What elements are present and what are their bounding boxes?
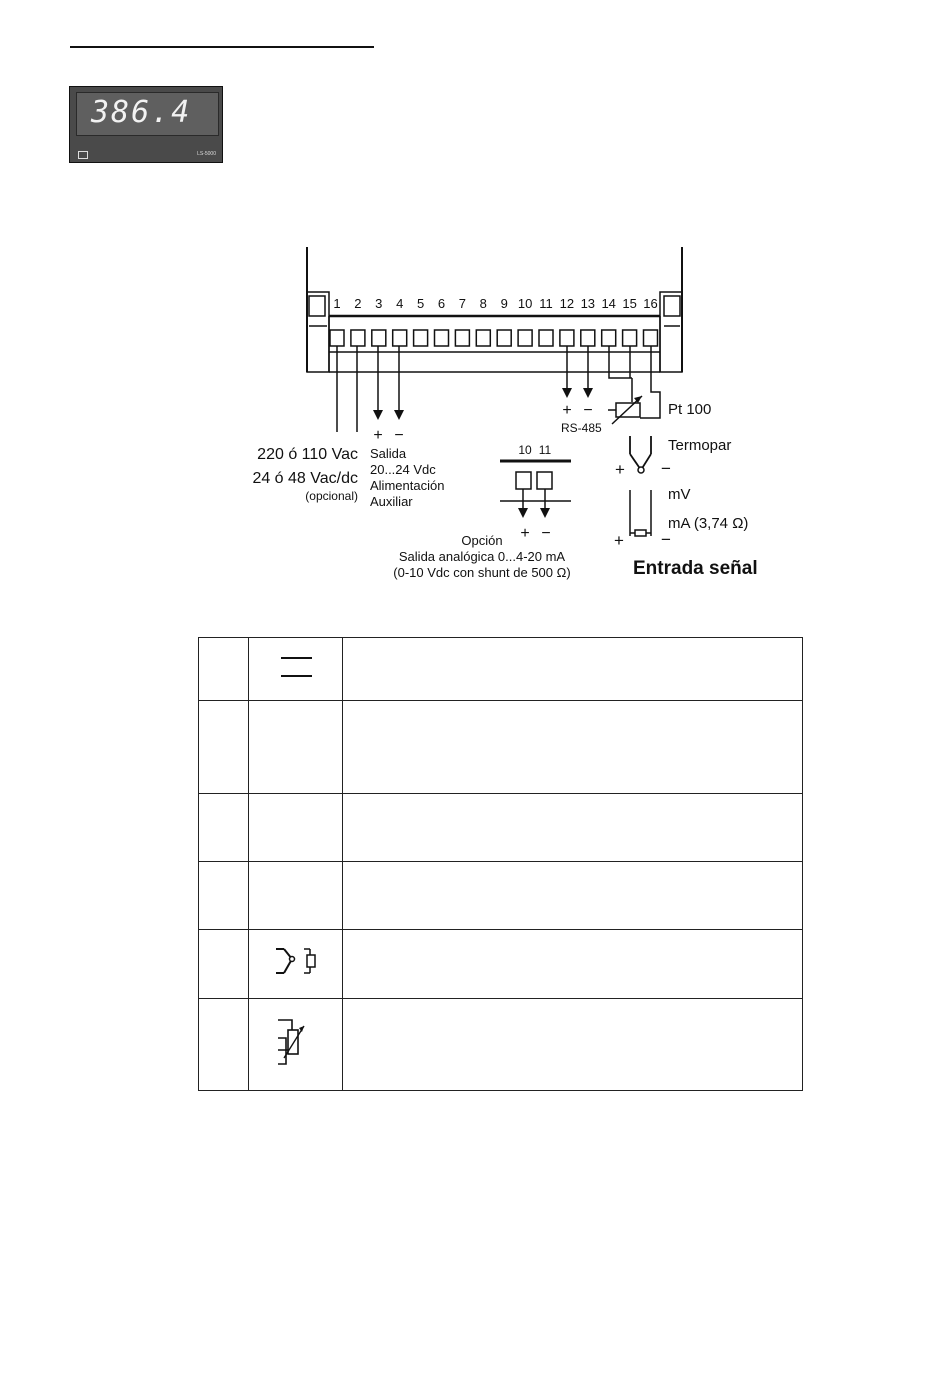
terminal-number: 12 <box>559 296 575 311</box>
supply-note: (opcional) <box>305 489 358 503</box>
table-cell <box>343 701 803 794</box>
pt100-wiring <box>609 346 660 424</box>
table-row <box>199 999 803 1091</box>
terminal-screw <box>414 330 428 346</box>
termopar-plus: + <box>615 460 625 479</box>
terminal-row <box>330 296 658 346</box>
arrow-down-icon <box>540 508 550 518</box>
table-cell <box>199 930 249 999</box>
terminal-screw <box>372 330 386 346</box>
terminal-number: 3 <box>375 296 383 311</box>
arrow-down-icon <box>394 410 404 420</box>
terminal-number: 9 <box>500 296 508 311</box>
supply-wires <box>337 346 357 432</box>
aux-label-3: Alimentación <box>370 478 445 493</box>
terminal-number: 14 <box>601 296 616 311</box>
thermocouple-junction-icon <box>638 467 644 473</box>
terminal-screw <box>393 330 407 346</box>
ma-label: mA (3,74 Ω) <box>668 515 749 532</box>
aux-plus: + <box>373 427 383 444</box>
table-row <box>199 701 803 794</box>
terminal-number: 16 <box>643 296 658 311</box>
terminal-screw <box>623 330 637 346</box>
table-row <box>199 862 803 930</box>
terminal-screw <box>455 330 469 346</box>
terminal-number: 5 <box>416 296 425 311</box>
rs485-label: RS-485 <box>561 421 602 435</box>
supply-label-1: 220 ó 110 Vac <box>257 446 358 463</box>
terminal-screw <box>435 330 449 346</box>
table-cell <box>199 862 249 930</box>
entrada-label: Entrada señal <box>633 558 758 579</box>
terminal-number: 10 <box>517 296 533 311</box>
terminal-number: 8 <box>479 296 487 311</box>
table-cell <box>199 638 249 701</box>
termopar-label: Termopar <box>668 437 732 454</box>
terminal-number: 4 <box>396 296 404 311</box>
table-row <box>199 794 803 862</box>
mv-label: mV <box>668 486 691 503</box>
aux-minus: − <box>394 427 404 444</box>
arrow-down-icon <box>518 508 528 518</box>
terminal-number: 7 <box>458 296 467 311</box>
terminal-screw <box>560 330 574 346</box>
terminal-screw <box>581 330 595 346</box>
terminal-number: 1 <box>333 296 341 311</box>
terminal-screw <box>539 330 553 346</box>
terminal-number: 15 <box>622 296 637 311</box>
aux-label-1: Salida <box>370 446 407 461</box>
aux-label-4: Auxiliar <box>370 494 413 509</box>
thermocouple-symbol <box>630 436 651 470</box>
option-terminal-11: 11 <box>538 443 552 457</box>
table-cell <box>343 638 803 701</box>
thermocouple-shunt-icon <box>266 945 326 979</box>
table-cell <box>199 701 249 794</box>
rtd-icon <box>266 1014 326 1070</box>
aux-label-2: 20...24 Vdc <box>370 462 436 477</box>
table-cell <box>343 794 803 862</box>
terminal-screw <box>476 330 490 346</box>
arrow-down-icon <box>562 388 572 398</box>
table-cell <box>343 862 803 930</box>
arrow-down-icon <box>373 410 383 420</box>
symbol-table <box>198 637 803 1091</box>
option-module <box>500 461 571 510</box>
table-cell <box>249 999 343 1091</box>
mv-ma-symbol <box>630 490 651 536</box>
terminal-number: 2 <box>354 296 362 311</box>
termopar-minus: − <box>661 459 671 478</box>
pt100-label: Pt 100 <box>668 401 712 418</box>
terminal-screw <box>518 330 532 346</box>
rs485-plus: + <box>562 402 572 419</box>
mv-minus: − <box>661 530 671 549</box>
table-cell <box>249 638 343 701</box>
terminal-screw <box>330 330 344 346</box>
table-cell <box>199 999 249 1091</box>
terminal-number: 11 <box>539 296 553 311</box>
table-row <box>199 638 803 701</box>
double-line-icon <box>276 652 316 682</box>
aux-output-arrows <box>378 346 399 412</box>
table-row <box>199 930 803 999</box>
table-cell <box>343 999 803 1091</box>
supply-label-2: 24 ó 48 Vac/dc <box>252 470 358 487</box>
meter-model: LS-5000 <box>197 151 216 157</box>
meter-reading: 386.4 <box>91 95 192 130</box>
terminal-number: 13 <box>580 296 596 311</box>
table-cell <box>249 930 343 999</box>
table-cell <box>249 701 343 794</box>
terminal-number: 6 <box>437 296 446 311</box>
terminal-screw <box>351 330 365 346</box>
rs485-minus: − <box>583 402 593 419</box>
option-label-2: Salida analógica 0...4-20 mA <box>398 549 566 564</box>
terminal-screw <box>497 330 511 346</box>
table-cell <box>249 862 343 930</box>
table-cell <box>199 794 249 862</box>
terminal-screw <box>602 330 616 346</box>
table-cell <box>249 794 343 862</box>
option-minus: − <box>541 525 551 542</box>
terminal-screw <box>644 330 658 346</box>
option-label-1: Opción <box>461 533 503 548</box>
wiring-diagram <box>0 0 950 620</box>
option-plus: + <box>520 525 530 542</box>
arrow-down-icon <box>583 388 593 398</box>
table-cell <box>343 930 803 999</box>
mv-plus: + <box>614 531 624 550</box>
option-terminal-10: 10 <box>518 443 532 457</box>
option-label-3: (0-10 Vdc con shunt de 500 Ω) <box>393 565 571 580</box>
